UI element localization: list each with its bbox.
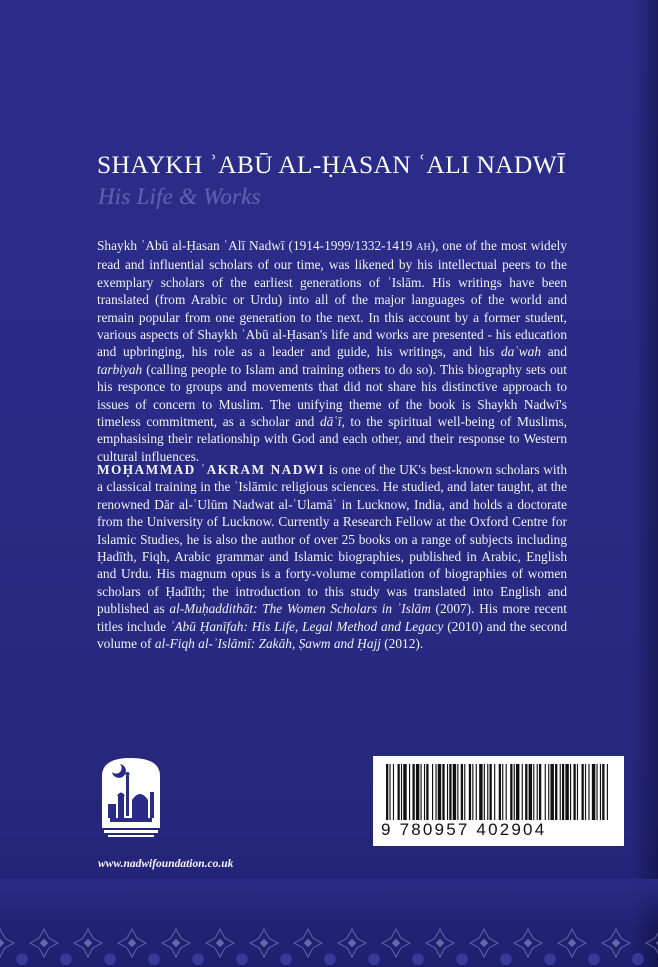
- bio-text: is one of the UK's best-known scholars with a classical training in the ʾIslāmic religious sciences. He studied, and later taught, at the renowned Dār al-ʿUlūm Nadwat al-ʿUlamāʾ in Lucknow, India, and holds a doctorate from the University of Lucknow. Currently a Research Fellow at the Oxford Centre for Islamic Studies, he is also the author of over 25 books on a range of subjects including Ḥadīth, Fiqh, Arabic grammar and Islamic biographies, published in Arabic, English and Urdu. His magnum opus is a forty-volume compilation of biographies of women scholars of Ḥadīth; the introduction to this study was translated into English and published as: [97, 462, 568, 617]
- author-name: MOḤAMMAD ʾAKRAM NADWI: [97, 462, 326, 477]
- italic-term: dāʿī: [319, 414, 342, 430]
- publisher-website: www.nadwifoundation.co.uk: [98, 858, 234, 870]
- isbn-barcode: [373, 756, 624, 846]
- mosque-logo-icon: [98, 754, 164, 838]
- bio-text: (2007). His more recent titles include: [97, 601, 567, 634]
- book-title-italic: al-Muḥaddithāt: The Women Scholars in ʾIslām: [169, 601, 431, 617]
- description-text: and: [541, 344, 567, 360]
- era-abbreviation: AH: [416, 242, 431, 253]
- spine-shade: [632, 0, 658, 967]
- book-title-italic: al-Fiqh al-ʾIslāmī: Zakāh, Ṣawm and Ḥajj: [154, 636, 381, 652]
- book-description: [97, 237, 567, 465]
- nadwi-foundation-logo: [98, 754, 164, 838]
- isbn-number: 9 780957 402904: [381, 820, 547, 839]
- bio-text: (2012).: [380, 636, 424, 652]
- author-biography: [97, 461, 567, 652]
- bio-text: (2010) and the second volume of: [97, 618, 567, 652]
- barcode-icon: [384, 764, 614, 822]
- description-text: Shaykh ʾAbū al-Ḥasan ʿAlī Nadwī (1914-1999/1332-1419: [97, 238, 417, 253]
- book-title: SHAYKH ʾABŪ AL-ḤASAN ʿALI NADWĪ: [97, 150, 566, 179]
- book-title-italic: ʾAbū Ḥanīfah: His Life, Legal Method and Legacy: [169, 618, 444, 634]
- italic-term: tarbiyah: [97, 361, 143, 377]
- book-subtitle: His Life & Works: [98, 184, 261, 209]
- italic-term: daʿwah: [500, 344, 542, 360]
- description-text: ), one of the most widely read and influential scholars of our time, was likened by his intellectual peers to the exemplary scholars of the earliest generations of ʾIslām. His writings have been translated (from Arabic or Urdu) into all of the major languages of the world and remain popular from one generation to the next. In this account by a former student, various aspects of Shaykh ʾAbū al-Ḥasan's life and works are presented - his education and upbringing, his role as a leader and guide, his writings, and his: [97, 238, 567, 360]
- ornamental-tile-band: [0, 879, 658, 967]
- description-text: , to the spiritual well-being of Muslims, emphasising their relationship with God and each other, and their response to Western cultural influences.: [97, 414, 567, 464]
- description-text: (calling people to Islam and training others to do so). This biography sets out his responce to groups and movements that did not share his distinctive approach to issues of concern to Muslim. The unifying theme of the book is Shaykh Nadwī's timeless commitment, as a scholar and: [97, 361, 567, 430]
